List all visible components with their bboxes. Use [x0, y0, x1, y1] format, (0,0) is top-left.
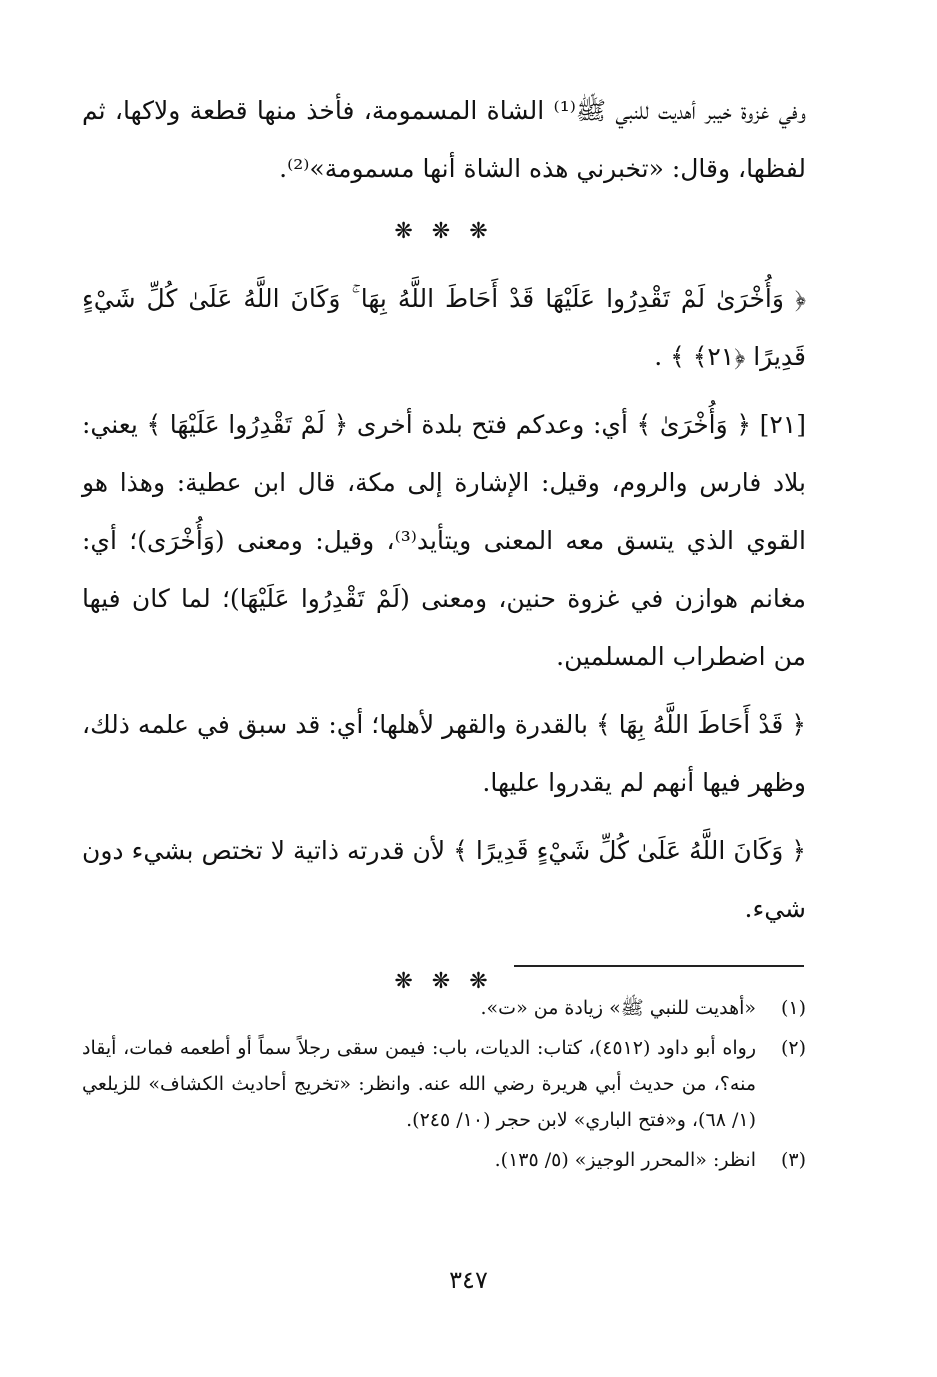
- commentary-paragraph: [٢١] ﴿ وَأُخْرَىٰ ﴾ أي: وعدكم فتح بلدة أخرى ﴿ لَمْ تَقْدِرُوا عَلَيْهَا ﴾ يعني: بلاد فارس والروم، وقيل: الإشارة إلى مكة، قال ابن عطية: وهذا هو القوي الذي يتسق معه المعنى ويتأيد⁽³⁾، وقيل: ومعنى (وَأُخْرَى)؛ أي: مغانم هوازن في غزوة حنين، ومعنى (لَمْ تَقْدِرُوا عَلَيْهَا)؛ لما كان فيها من اضطراب المسلمين.: [82, 410, 806, 671]
- section-separator: ❋ ❋ ❋: [394, 219, 494, 244]
- footnote-text: انظر: «المحرر الوجيز» (٥/ ١٣٥).: [494, 1149, 756, 1171]
- paragraph-khaybar: وفي غزوة خيبر أهديت للنبي ﷺ⁽¹⁾ الشاة المسمومة، فأخذ منها قطعة ولاكها، ثم لفظها، وقال: «تخبرني هذه الشاة أنها مسمومة»⁽²⁾.: [82, 96, 806, 183]
- footnote-item: [82, 990, 806, 1026]
- footnote-divider: [514, 965, 804, 967]
- commentary-paragraph: ﴿ وَكَانَ اللَّهُ عَلَىٰ كُلِّ شَيْءٍ قَدِيرًا ﴾ لأن قدرته ذاتية لا تختص بشيء دون شيء.: [82, 836, 806, 923]
- footnote-number: (٢): [780, 1037, 806, 1059]
- footnote-text: رواه أبو داود (٤٥١٢)، كتاب: الديات، باب: فيمن سقى رجلاً سماً أو أطعمه فمات، أيقاد منه؟، من حديث أبي هريرة رضي الله عنه. وانظر: «تخريج أحاديث الكشاف» للزيلعي (١/ ٦٨)، و«فتح الباري» لابن حجر (١٠/ ٢٤٥).: [82, 1037, 757, 1131]
- footnote-item: [82, 1030, 806, 1138]
- page-body: [82, 82, 806, 1020]
- footnotes: [82, 990, 806, 1182]
- section-separator: ❋ ❋ ❋: [394, 969, 494, 994]
- footnote-text: «أهديت للنبي ﷺ» زيادة من «ت».: [480, 997, 756, 1019]
- footnote-number: (٣): [780, 1149, 806, 1171]
- footnote-item: [82, 1142, 806, 1178]
- page-number: ٣٤٧: [449, 1266, 488, 1294]
- footnote-number: (١): [780, 997, 806, 1019]
- commentary-paragraph: ﴿ قَدْ أَحَاطَ اللَّهُ بِهَا ﴾ بالقدرة والقهر لأهلها؛ أي: قد سبق في علمه ذلك، وظهر فيها أنهم لم يقدروا عليها.: [82, 710, 806, 797]
- quran-verse: ﴿ وَأُخْرَىٰ لَمْ تَقْدِرُوا عَلَيْهَا قَدْ أَحَاطَ اللَّهُ بِهَا ۚ وَكَانَ اللَّهُ عَلَىٰ كُلِّ شَيْءٍ قَدِيرًا ﴿٢١﴾ ﴾ .: [82, 284, 806, 371]
